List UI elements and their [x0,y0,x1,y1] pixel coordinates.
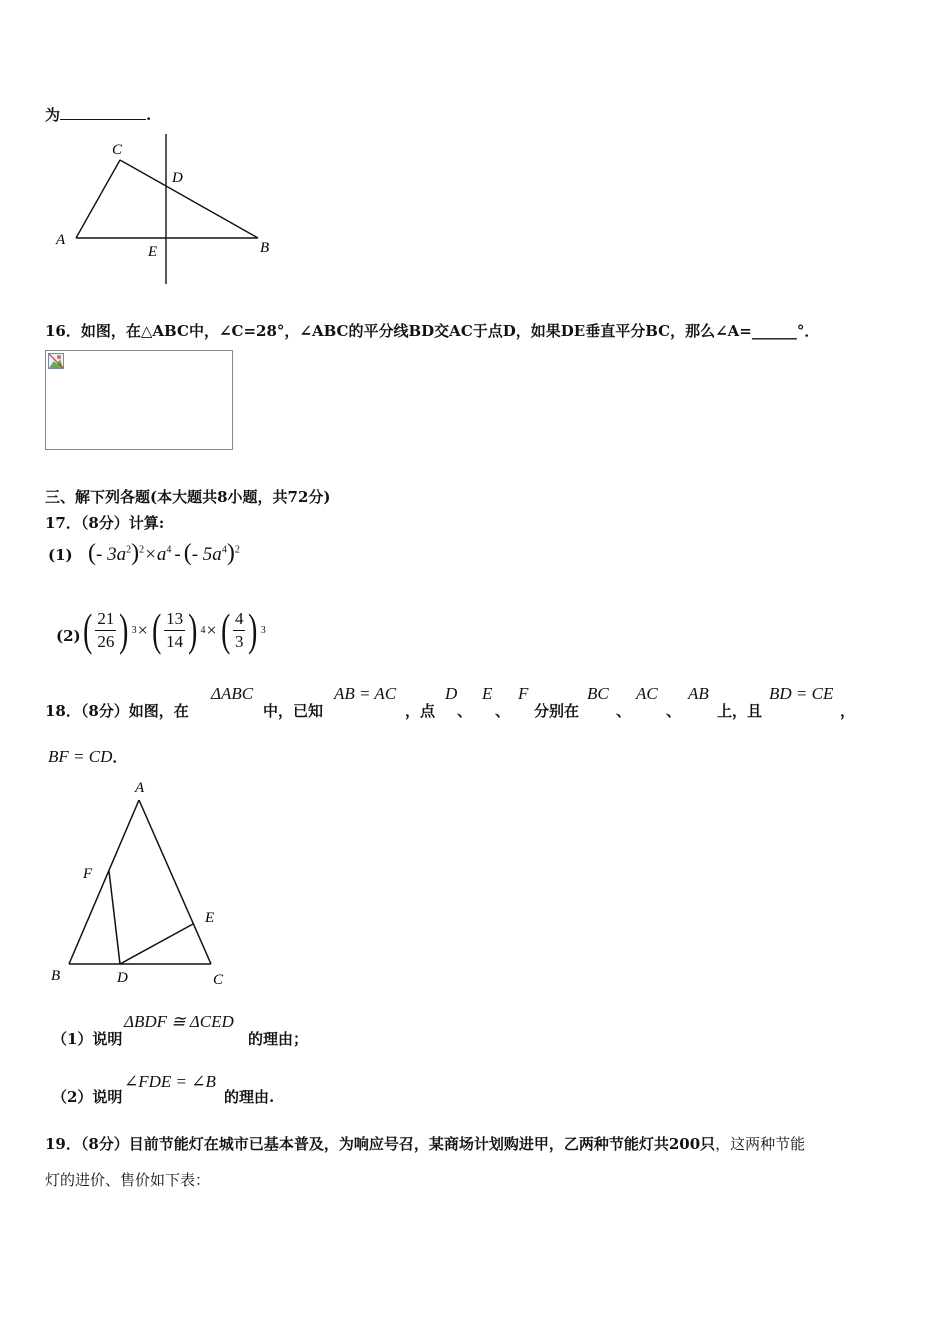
q18-segment-ac [139,800,211,964]
q18-sub1 [52,1010,452,1048]
q18-period: ． [112,748,128,766]
q16-text-after: °． [796,322,820,340]
q18-eq-bf-cd: BF = CD [48,747,113,766]
q15-label-e: E [148,244,158,260]
q17-p1-term2-inner-exp: 4 [221,544,227,556]
q19-line1 [45,1133,805,1154]
broken-image-icon [48,353,64,369]
q18-text-point: ，点 [405,702,436,720]
q17-p1-term1-inner-exp: 2 [126,544,132,556]
q15-label-a: A [56,232,66,248]
q17-p2-rparen3: ) [248,604,258,655]
q18-question-line1 [45,684,925,718]
q18-point-e: E [482,684,493,703]
q16-blank: ______ [751,322,797,340]
q17-part2-expression [80,600,266,660]
q16-question [45,320,819,341]
q17-p2-fraction3 [233,608,246,653]
q15-suffix: . [146,106,152,124]
q18-point-f: F [518,684,529,703]
q18-label-e: E [205,910,215,926]
q18-question-line2 [48,746,127,767]
q18-sub1-label: （1）说明 [52,1030,123,1048]
q18-sub1-congruence: ΔBDF ≅ ΔCED [124,1012,234,1031]
q18-sep-3: 、 [616,702,632,720]
q15-label-b: B [260,240,270,256]
q17-p1-term2-outer-exp: 2 [234,544,240,556]
q15-answer-line [45,104,151,125]
q17-p2-f1-num: 21 [95,608,116,631]
q17-part1-label: (1) [48,546,73,564]
q17-p2-lparen1: ( [83,604,93,655]
q17-part2-label: (2) [56,627,81,645]
q16-figure-broken-image [45,350,233,450]
q17-p2-f3-exp: 3 [260,624,266,636]
q18-triangle-abc: ΔABC [211,684,254,703]
q18-sub2-tail: 的理由. [224,1088,275,1106]
q18-text-and: 上，且 [717,702,763,720]
q16-text-before: 16．如图，在△ABC中，∠C=28°，∠ABC的平分线BD交AC于点D，如果DE垂直平分BC，那么∠A= [45,322,752,340]
q18-comma: ， [840,702,856,720]
q15-segment-ac [76,160,120,238]
q17-p1-times: ×a [144,544,167,565]
q18-label-f: F [83,866,93,882]
q18-sep-1: 、 [457,702,473,720]
q15-prefix: 为 [45,106,61,124]
q18-sub2-angle-eq: ∠FDE = ∠B [124,1072,216,1091]
q18-sub2-label: （2）说明 [52,1088,123,1106]
q18-label-a: A [135,780,145,796]
q17-part1-expression: (- $3a^2)^2\times a^4$ - (- $5a^4)^2$ [88,540,240,566]
q18-label-d: D [117,970,128,986]
q18-eq-ab-ac: AB = AC [334,684,397,703]
q18-side-ac: AC [636,684,658,703]
q18-segment-fd [109,871,120,964]
q15-figure [50,130,280,290]
q17-p2-fraction1 [95,608,116,653]
q18-sub1-tail: 的理由； [248,1030,309,1048]
q17-p1-term1-base: - 3a [96,544,127,565]
q18-sub2 [52,1068,452,1106]
q15-segment-cb [120,160,258,238]
q18-sep-2: 、 [495,702,511,720]
q18-label-b: B [51,968,61,984]
q17-p2-times2: × [206,619,217,640]
q18-eq-bd-ce: BD = CE [769,684,834,703]
q18-sep-4: 、 [666,702,682,720]
q18-side-ab: AB [688,684,709,703]
q18-text-known: 中，已知 [263,702,324,720]
q17-p1-times-exp: 4 [166,544,172,556]
q15-answer-blank [60,105,146,120]
q17-p2-f3-den: 3 [234,631,244,651]
q17-p1-term2-base: - 5a [191,544,222,565]
q19-line1-bold: 19．（8分）目前节能灯在城市已基本普及，为响应号召，某商场计划购进甲，乙两种节能灯共200只 [45,1135,716,1153]
q18-side-bc: BC [587,684,609,703]
q18-point-d: D [445,684,458,703]
q17-p1-term1-outer-exp: 2 [139,544,145,556]
section3-title: 三、解下列各题(本大题共8小题，共72分) [45,488,331,506]
q17-p2-f2-den: 14 [166,631,184,651]
q18-text-on: 分别在 [534,702,580,720]
q17-p2-f3-num: 4 [233,608,246,631]
q17-p2-lparen2: ( [151,604,162,655]
q15-label-c: C [112,142,123,158]
q19-line1-normal: ，这两种节能 [715,1135,806,1153]
q17-p1-minus: - [174,544,181,565]
q17-p2-f2-exp: 4 [200,624,206,636]
q17-p2-f1-exp: 3 [131,624,137,636]
q17-p2-times1: × [137,619,148,640]
q19-line2: 灯的进价、售价如下表： [45,1171,211,1189]
q17-p2-lparen3: ( [220,604,230,655]
q17-title: 17．（8分）计算: [45,514,165,532]
q17-p2-f1-den: 26 [97,631,115,651]
q17-p2-rparen1: ) [119,604,129,655]
q18-figure [45,776,245,992]
q18-segment-de [120,924,193,964]
q18-label-c: C [213,972,224,988]
q15-label-d: D [172,170,183,186]
q18-lead-text: 18．（8分）如图，在 [45,702,189,720]
q17-p2-fraction2 [164,608,185,653]
q17-p2-rparen2: ) [188,604,198,655]
q17-p2-f2-num: 13 [164,608,185,631]
q18-segment-ab [69,800,139,964]
